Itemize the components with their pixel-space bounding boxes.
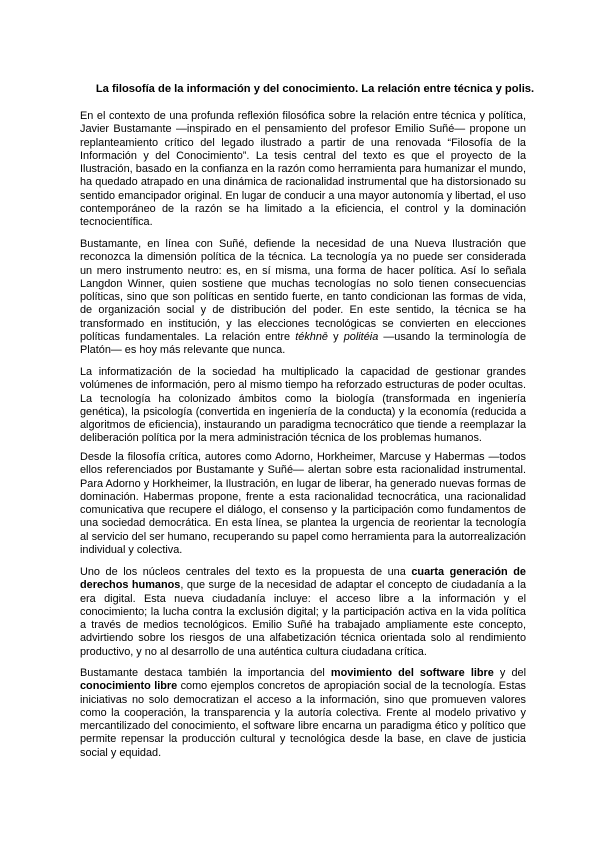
term-politeia: politéia <box>343 331 379 344</box>
paragraph-text: En el contexto de una profunda reflexión filosófica sobre la relación entre técnica y política, Javier Bustamante —inspirado en el pensamiento del profesor Emilio Suñé— propone un replanteamiento crítico del legado ilustrado a partir de una renovada “Filosofía de la Información y del Conocimiento”. La tesis central del texto es que el proyecto de la Ilustración, basado en la confianza en la razón como herramienta para humanizar el mundo, ha quedado atrapado en una dinámica de racionalidad instrumental que ha distorsionado su sentido emancipador original. En lugar de conducir a una mayor autonomía y libertad, el uso contemporáneo de la razón se ha limitado a la eficiencia, el control y la dominación tecnocientífica. <box>80 110 526 229</box>
emphasis-software-libre: movimiento del software libre <box>330 667 494 679</box>
paragraph-text: y del <box>493 667 527 679</box>
document-title: La filosofía de la información y del conocimiento. La relación entre técnica y polis. <box>95 83 535 95</box>
paragraph-4 <box>80 451 526 557</box>
paragraph-text: como ejemplos concretos de apropiación social de la tecnología. Estas iniciativas no solo democratizan el acceso a la información, sino que promueven valores como la cooperación, la transparencia y la autoría colectiva. Frente al modelo privativo y mercantilizado del conocimiento, el software libre encarna un paradigma ético y político que permite repensar la producción cultural y tecnológica desde la base, en clave de justicia social y equidad. <box>80 680 526 759</box>
paragraph-text: —usando la terminología de Platón— es hoy más relevante que nunca. <box>80 331 527 357</box>
paragraph-text: Bustamante, en línea con Suñé, defiende la necesidad de una Nueva Ilustración que reconozca la dimensión política de la técnica. La tecnología ya no puede ser considerada un mero instrumento neutro: es, en sí misma, una forma de hacer política. Así lo señala Langdon Winner, quien sostiene que muchas tecnologías no solo tienen consecuencias políticas, sino que son políticas en sentido fuerte, en tanto condicionan las formas de vida, de organización social y de distribución del poder. En este sentido, la técnica se ha transformado en institución, y las elecciones tecnológicas se convierten en elecciones políticas fundamentales. La relación entre <box>80 238 526 344</box>
emphasis-conocimiento-libre: conocimiento libre <box>80 680 178 693</box>
paragraph-5 <box>80 566 526 659</box>
term-tekhne: tékhnē <box>295 331 328 344</box>
paragraph-text: , que surge de la necesidad de adaptar el concepto de ciudadanía a la era digital. Esta nueva ciudadanía incluye: el acceso libre a la información y el conocimiento; la lucha contra la exclusión digital; y la participación activa en la vida política a través de medios tecnológicos. Emilio Suñé ha trabajado ampliamente este concepto, advirtiendo sobre los riesgos de una alfabetización técnica orientada solo al rendimiento productivo, y no al desarrollo de una auténtica cultura ciudadana crítica. <box>80 579 526 658</box>
paragraph-text: Uno de los núcleos centrales del texto es la propuesta de una <box>80 566 412 578</box>
paragraph-text: Desde la filosofía crítica, autores como Adorno, Horkheimer, Marcuse y Habermas —todos ellos referenciados por Bustamante y Suñé— alertan sobre esta racionalidad instrumental. Para Adorno y Horkheimer, la Ilustración, en lugar de liberar, ha generado nuevas formas de dominación. Habermas propone, frente a esta racionalidad tecnocrática, una racionalidad comunicativa que recupere el diálogo, el consenso y la participación como fundamentos de una sociedad democrática. En esta línea, se plantea la urgencia de reorientar la tecnología al servicio del ser humano, recuperando su papel como herramienta para la autorrealización individual y colectiva. <box>80 451 526 557</box>
paragraph-text: Bustamante destaca también la importancia del <box>80 667 331 679</box>
paragraph-text: La informatización de la sociedad ha multiplicado la capacidad de gestionar grandes volúmenes de información, pero al mismo tiempo ha reforzado estructuras de poder ocultas. La tecnología ha colonizado ámbitos como la biología (transformada en ingeniería genética), la psicología (convertida en ingeniería de la conducta) y la economía (reducida a algoritmos de eficiencia), instaurando un paradigma tecnocrático que tiende a reemplazar la deliberación política por la mera administración técnica de los problemas humanos. <box>80 366 526 445</box>
paragraph-2 <box>80 238 526 358</box>
paragraph-1 <box>80 110 526 230</box>
paragraph-3 <box>80 366 526 446</box>
paragraph-text: y <box>327 331 344 344</box>
paragraph-6 <box>80 667 526 760</box>
emphasis-cuarta-generacion: cuarta generación de derechos humanos <box>80 566 526 592</box>
